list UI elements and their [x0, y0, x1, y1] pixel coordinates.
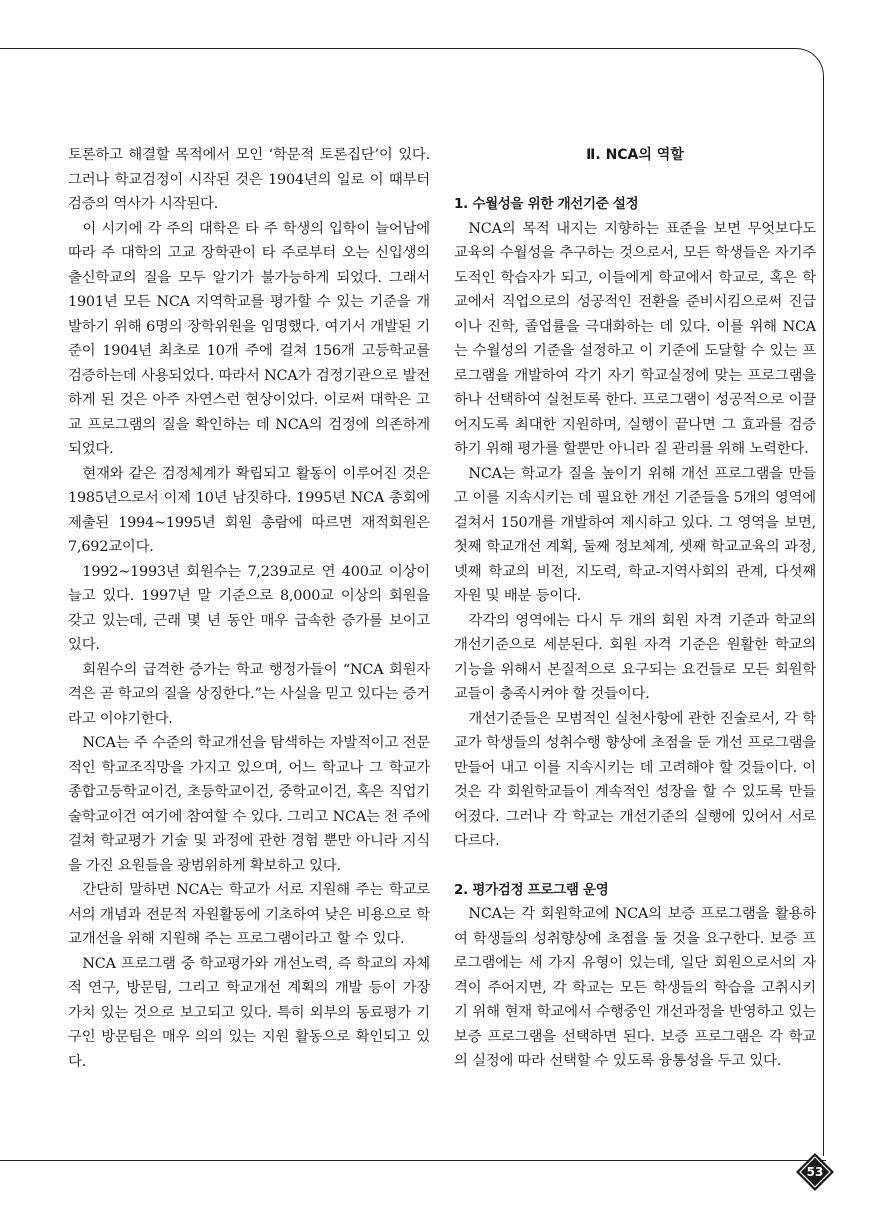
paragraph: 이 시기에 각 주의 대학은 타 주 학생의 입학이 늘어남에 따라 주 대학의 고교 장학관이 타 주로부터 오는 신입생의 출신학교의 질을 모두 알기가 불가능하게 되었다. 그래서 1901년 모든 NCA 지역학교를 평가할 수 있는 기준을 개발하기 위해 6명의 장학위원을 임명했다. 여기서 개발된 기준이 1904년 최초로 10개 주에 걸쳐 156개 고등학교를 검증하는데 사용되었다. 따라서 NCA가 검정기관으로 발전하게 된 것은 아주 자연스런 현상이었다. 이로써 대학은 고교 프로그램의 질을 확인하는 데 NCA의 검정에 의존하게 되었다. — [68, 220, 430, 457]
right-column — [454, 143, 816, 1074]
paragraph: 1992~1993년 회원수는 7,239교로 연 400교 이상이 늘고 있다. 1997년 말 기준으로 8,000교 이상의 회원을 갖고 있는데, 근래 몇 년 동안 매우 급속한 증가를 보이고 있다. — [68, 563, 430, 653]
paragraph: NCA는 각 회원학교에 NCA의 보증 프로그램을 활용하여 학생들의 성취향상에 초점을 둘 것을 요구한다. 보증 프로그램에는 세 가지 유형이 있는데, 일단 회원으로서의 자격이 주어지면, 각 학교는 모든 학생들의 학습을 고취시키기 위해 현재 학교에서 수행중인 개선과정을 반영하고 있는 보증 프로그램을 선택하면 된다. 보증 프로그램은 각 학교의 실정에 따라 선택할 수 있도록 융통성을 두고 있다. — [454, 906, 816, 1069]
page-number-badge — [795, 1152, 835, 1192]
paragraph: 회원수의 급격한 증가는 학교 행정가들이 “NCA 회원자격은 곧 학교의 질을 상징한다.”는 사실을 믿고 있다는 증거라고 이야기한다. — [68, 661, 430, 727]
paragraph: 각각의 영역에는 다시 두 개의 회원 자격 기준과 학교의 개선기준으로 세분된다. 회원 자격 기준은 원활한 학교의 기능을 위해서 본질적으로 요구되는 요건들로 모든 회원학교들이 충족시켜야 할 것들이다. — [454, 612, 816, 702]
paragraph: NCA는 학교가 질을 높이기 위해 개선 프로그램을 만들고 이를 지속시키는 데 필요한 개선 기준들을 5개의 영역에 걸쳐서 150개를 개발하여 제시하고 있다. 그 영역을 보면, 첫째 학교개선 계획, 둘째 정보체계, 셋째 학교교육의 과정, 넷째 학교의 비전, 지도력, 학교-지역사회의 관계, 다섯째 자원 및 배분 등이다. — [454, 465, 816, 604]
subsection-heading: 2. 평가검정 프로그램 운영 — [454, 881, 609, 898]
footer-divider — [0, 1160, 826, 1161]
paragraph: NCA의 목적 내지는 지향하는 표준을 보면 무엇보다도 교육의 수월성을 추구하는 것으로서, 모든 학생들은 자기주도적인 학습자가 되고, 이들에게 학교에서 학교로, 혹은 학교에서 직업으로의 성공적인 전환을 준비시킴으로써 진급이나 진학, 졸업률을 극대화하는 데 있다. 이를 위해 NCA는 수월성의 기준을 설정하고 이 기준에 도달할 수 있는 프로그램을 개발하여 각기 자기 학교실정에 맞는 프로그램을 하나 선택하여 실천토록 한다. 프로그램이 성공적으로 이끌어지도록 최대한 지원하며, 실행이 끝나면 그 효과를 검증하기 위해 평가를 할뿐만 아니라 질 관리를 위해 노력한다. — [454, 220, 816, 457]
page-number: 53 — [806, 1165, 824, 1179]
paragraph: 토론하고 해결할 목적에서 모인 ‘학문적 토론집단’이 있다. 그러나 학교검정이 시작된 것은 1904년의 일로 이 때부터 검증의 역사가 시작된다. — [68, 147, 430, 212]
subsection-heading: 1. 수월성을 위한 개선기준 설정 — [454, 196, 639, 212]
paragraph: NCA는 주 수준의 학교개선을 탐색하는 자발적이고 전문적인 학교조직망을 가지고 있으며, 어느 학교나 그 학교가 종합고등학교이건, 초등학교이건, 중학교이건, 혹은 직업기술학교이건 여기에 참여할 수 있다. 그리고 NCA는 전 주에 걸쳐 학교평가 기술 및 과정에 관한 경험 뿐만 아니라 지식을 가진 요원들을 광범위하게 확보하고 있다. — [68, 735, 430, 874]
paragraph: NCA 프로그램 중 학교평가와 개선노력, 즉 학교의 자체적 연구, 방문팀, 그리고 학교개선 계획의 개발 등이 가장 가치 있는 것으로 보고되고 있다. 특히 외부의 동료평가 기구인 방문팀은 매우 의의 있는 지원 활동으로 확인되고 있다. — [68, 955, 430, 1070]
section-heading: Ⅱ. NCA의 역할 — [586, 147, 684, 163]
paragraph: 개선기준들은 모범적인 실천사항에 관한 진술로서, 각 학교가 학생들의 성취수행 향상에 초점을 둔 개선 프로그램을 만들어 내고 이를 지속시키는 데 고려해야 할 것들이다. 이것은 각 회원학교들이 계속적인 성장을 할 수 있도록 만들어졌다. 그러나 각 학교는 개선기준의 실행에 있어서 서로 다르다. — [454, 710, 816, 849]
paragraph: 현재와 같은 검정체계가 확립되고 활동이 이루어진 것은 1985년으로서 이제 10년 남짓하다. 1995년 NCA 총회에 제출된 1994~1995년 회원 총람에 따르면 재적회원은 7,692교이다. — [68, 465, 430, 555]
paragraph: 간단히 말하면 NCA는 학교가 서로 지원해 주는 학교로서의 개념과 전문적 자원활동에 기초하여 낮은 비용으로 학교개선을 위해 지원해 주는 프로그램이라고 할 수 있다. — [68, 882, 430, 947]
left-column — [68, 143, 430, 1074]
